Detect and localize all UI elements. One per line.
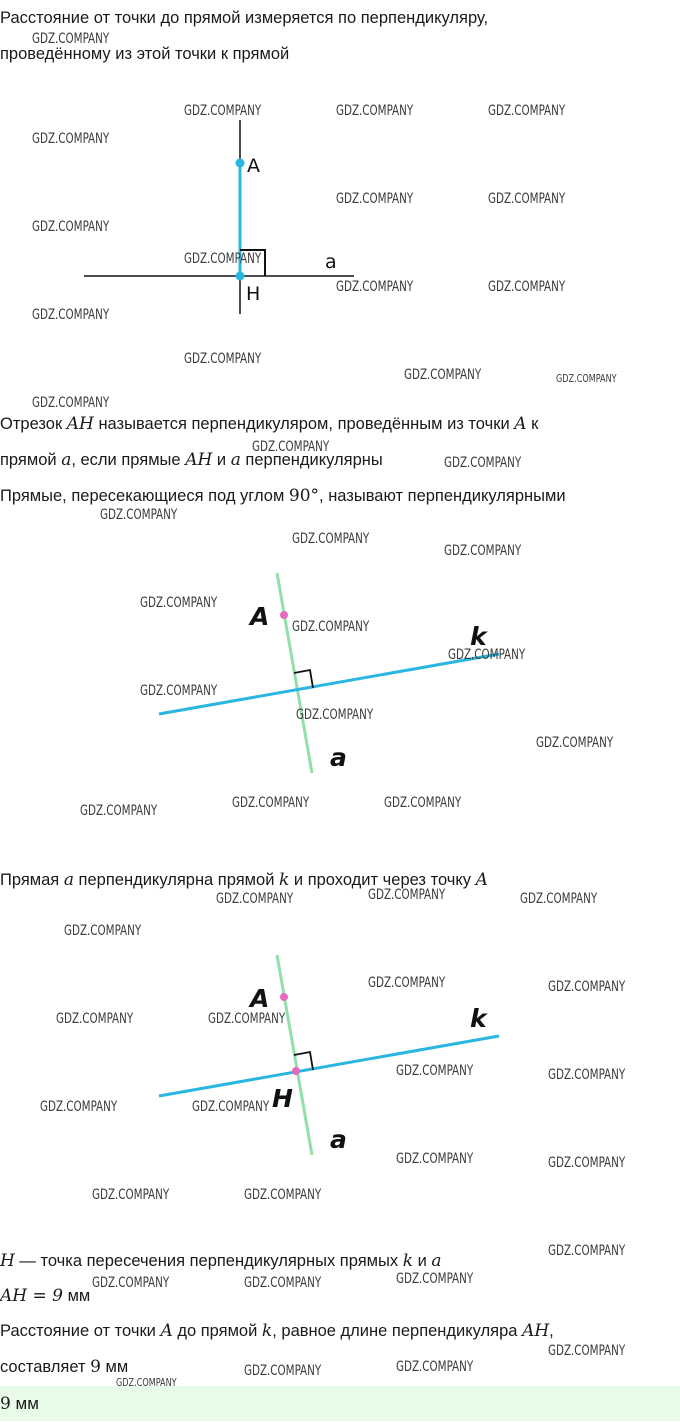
label-line-a: a: [330, 743, 347, 772]
statement-1: Прямая a перпендикулярна прямой k и проходит через точку A: [0, 870, 488, 890]
label-a: A: [250, 984, 270, 1013]
watermark: GDZ.COMPANY: [32, 131, 110, 147]
watermark: GDZ.COMPANY: [64, 923, 142, 939]
watermark: GDZ.COMPANY: [548, 1243, 626, 1259]
statement-2: H — точка пересечения перпендикулярных прямых k и a: [0, 1251, 442, 1271]
watermark: GDZ.COMPANY: [368, 887, 446, 903]
watermark: GDZ.COMPANY: [296, 707, 374, 723]
watermark: GDZ.COMPANY: [556, 372, 617, 385]
watermark: GDZ.COMPANY: [80, 803, 158, 819]
watermark: GDZ.COMPANY: [184, 251, 262, 267]
watermark: GDZ.COMPANY: [448, 647, 526, 663]
watermark: GDZ.COMPANY: [32, 219, 110, 235]
conclusion-line-2: составляет 9 мм: [0, 1357, 129, 1377]
answer-value: 9: [0, 1394, 11, 1414]
watermark: GDZ.COMPANY: [244, 1363, 322, 1379]
watermark: GDZ.COMPANY: [488, 279, 566, 295]
watermark: GDZ.COMPANY: [252, 439, 330, 455]
watermark: GDZ.COMPANY: [208, 1011, 286, 1027]
point-h: [236, 272, 245, 281]
watermark: GDZ.COMPANY: [292, 619, 370, 635]
watermark: GDZ.COMPANY: [548, 1067, 626, 1083]
definition-line-1: Отрезок AH называется перпендикуляром, проведённым из точки A к: [0, 414, 539, 434]
watermark: GDZ.COMPANY: [92, 1187, 170, 1203]
label-h: H: [272, 1084, 293, 1113]
point-h: [292, 1067, 300, 1075]
watermark: GDZ.COMPANY: [488, 103, 566, 119]
watermark: GDZ.COMPANY: [548, 1155, 626, 1171]
label-a: A: [250, 602, 270, 631]
watermark: GDZ.COMPANY: [444, 455, 522, 471]
label-a: A: [247, 155, 260, 177]
point-a: [236, 159, 245, 168]
watermark: GDZ.COMPANY: [548, 979, 626, 995]
watermark: GDZ.COMPANY: [384, 795, 462, 811]
answer-box: [0, 1386, 680, 1421]
watermark: GDZ.COMPANY: [192, 1099, 270, 1115]
point-a: [280, 993, 288, 1001]
watermark: GDZ.COMPANY: [92, 1275, 170, 1291]
watermark: GDZ.COMPANY: [548, 1343, 626, 1359]
perpendicular-definition: Прямые, пересекающиеся под углом 90°, называют перпендикулярными: [0, 486, 566, 506]
watermark: GDZ.COMPANY: [184, 351, 262, 367]
figure-2-diagram: [0, 560, 680, 820]
watermark: GDZ.COMPANY: [244, 1275, 322, 1291]
intro-line-2: проведённому из этой точки к прямой: [0, 45, 290, 63]
watermark: GDZ.COMPANY: [244, 1187, 322, 1203]
intro-line-1: Расстояние от точки до прямой измеряется по перпендикуляру,: [0, 9, 489, 27]
watermark: GDZ.COMPANY: [100, 507, 178, 523]
watermark: GDZ.COMPANY: [32, 395, 110, 411]
label-k: k: [470, 622, 487, 651]
watermark: GDZ.COMPANY: [40, 1099, 118, 1115]
label-line-a: a: [330, 1125, 347, 1154]
watermark: GDZ.COMPANY: [404, 367, 482, 383]
watermark: GDZ.COMPANY: [140, 683, 218, 699]
watermark: GDZ.COMPANY: [32, 307, 110, 323]
watermark: GDZ.COMPANY: [292, 531, 370, 547]
watermark: GDZ.COMPANY: [336, 103, 414, 119]
watermark: GDZ.COMPANY: [396, 1151, 474, 1167]
watermark: GDZ.COMPANY: [396, 1063, 474, 1079]
label-h: H: [246, 283, 261, 305]
watermark: GDZ.COMPANY: [336, 191, 414, 207]
watermark: GDZ.COMPANY: [336, 279, 414, 295]
label-k: k: [470, 1004, 487, 1033]
watermark: GDZ.COMPANY: [520, 891, 598, 907]
statement-3: AH = 9 мм: [0, 1286, 91, 1306]
watermark: GDZ.COMPANY: [396, 1271, 474, 1287]
watermark: GDZ.COMPANY: [56, 1011, 134, 1027]
watermark: GDZ.COMPANY: [444, 543, 522, 559]
answer-unit: мм: [10, 1394, 39, 1413]
watermark: GDZ.COMPANY: [32, 31, 110, 47]
definition-line-2: прямой a, если прямые AH и a перпендикулярны: [0, 450, 383, 470]
watermark: GDZ.COMPANY: [488, 191, 566, 207]
watermark: GDZ.COMPANY: [184, 103, 262, 119]
point-a: [280, 611, 288, 619]
watermark: GDZ.COMPANY: [116, 1376, 177, 1389]
watermark: GDZ.COMPANY: [232, 795, 310, 811]
watermark: GDZ.COMPANY: [396, 1359, 474, 1375]
watermark: GDZ.COMPANY: [368, 975, 446, 991]
conclusion-line-1: Расстояние от точки A до прямой k, равное длине перпендикуляра AH,: [0, 1321, 554, 1341]
watermark: GDZ.COMPANY: [140, 595, 218, 611]
label-line-a: a: [325, 251, 337, 273]
watermark: GDZ.COMPANY: [536, 735, 614, 751]
watermark: GDZ.COMPANY: [216, 891, 294, 907]
